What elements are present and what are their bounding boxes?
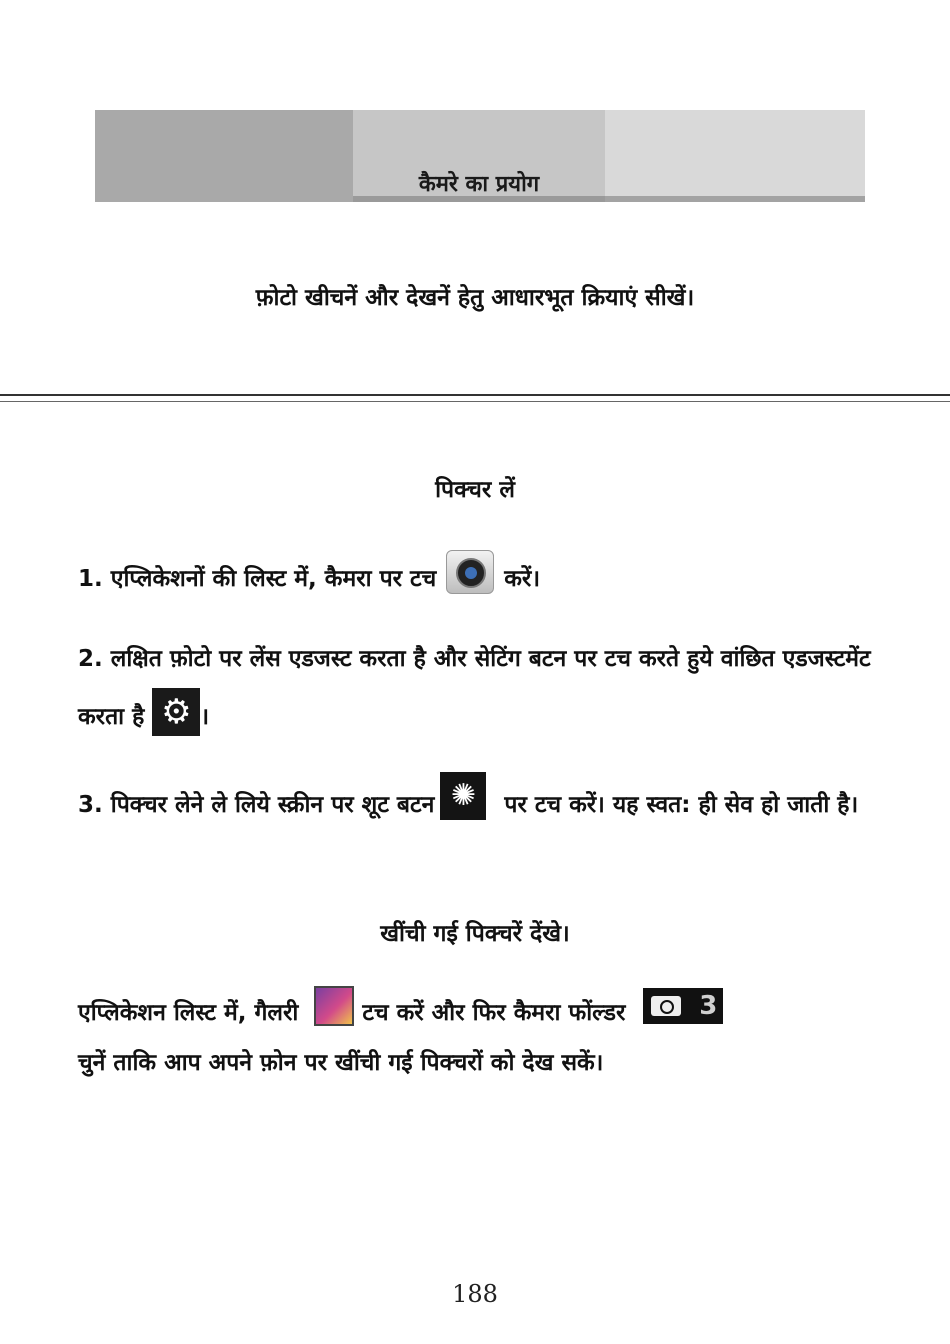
gallery-paragraph [78, 988, 882, 1088]
divider-line-thick [0, 394, 950, 396]
step-3-text: 3. पिक्चर लेने ले लिये स्क्रीन पर शूट बटन [78, 792, 435, 818]
gallery-text-1: एप्लिकेशन लिस्ट में, गैलरी [78, 1000, 299, 1026]
gear-icon: ⚙ [152, 688, 200, 736]
page-number: 188 [452, 1280, 498, 1308]
step-3-paragraph [78, 777, 882, 830]
camera-folder-icon [643, 988, 723, 1024]
shutter-icon: ✺ [440, 772, 486, 820]
step-1-text: 1. एप्लिकेशनों की लिस्ट में, कैमरा पर टच [78, 566, 437, 592]
chapter-header-band [95, 110, 865, 202]
section-heading-view-pictures: खींची गई पिक्चरें देंखे। [380, 921, 570, 947]
step-2-paragraph [78, 630, 882, 746]
step-2-text-after: । [200, 704, 210, 730]
section-heading-take-picture: पिक्चर लें [435, 477, 515, 503]
camera-app-icon [446, 550, 494, 594]
gallery-text-2: टच करें और फिर कैमरा फोंल्डर [362, 1000, 626, 1026]
step-3-text-after: पर टच करें। यह स्वत: ही सेव हो जाती है। [504, 792, 859, 818]
chapter-title: कैमरे का प्रयोग [418, 172, 540, 197]
step-2-text: 2. लक्षित फ़ोटो पर लेंस एडजस्ट करता है और सेटिंग बटन पर टच करते हुये वांछित एडजस्टमेंट करता है [78, 646, 871, 730]
camera-glyph-icon [651, 996, 681, 1016]
gallery-icon [314, 986, 354, 1026]
divider-line-thin [0, 401, 950, 402]
chapter-subtitle: फ़ोटो खीचनें और देखनें हेतु आधारभूत क्रियाएं सीखें। [255, 285, 695, 311]
step-1-paragraph [78, 550, 882, 608]
gallery-text-3: चुनें ताकि आप अपने फ़ोन पर खींची गई पिक्चरों को देख सकें। [78, 1050, 604, 1076]
camera-folder-count: 3 [699, 990, 718, 1021]
header-band-right [605, 110, 865, 202]
step-1-text-after: करें। [504, 566, 541, 592]
header-band-left [95, 110, 353, 202]
